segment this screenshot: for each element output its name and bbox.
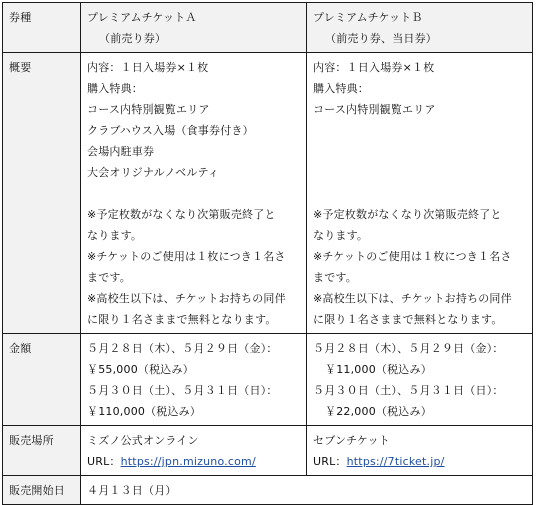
ticket-info-table xyxy=(2,2,533,505)
overview-b-line xyxy=(313,120,526,141)
overview-b-line: に限り１名さままで無料となります。 xyxy=(313,313,503,326)
sales-b-cell xyxy=(307,426,533,476)
overview-a-line: コース内特別観覧エリア xyxy=(87,103,210,116)
overview-b-line xyxy=(313,183,526,204)
price-a-dates-weekend: ５月３０日（土）、５月３１日（日）： xyxy=(87,384,278,397)
ticket-a-header-cell xyxy=(81,3,307,53)
overview-a-line: クラブハウス入場（食事券付き） xyxy=(87,124,254,137)
sales-a-url-line xyxy=(87,451,300,472)
header-label: 券種 xyxy=(9,11,32,24)
overview-b-line: なります。 xyxy=(313,229,369,242)
overview-label: 概要 xyxy=(9,61,32,74)
start-date: ４月１３日（月） xyxy=(87,484,177,497)
overview-a-line: ※チケットのご使用は１枚につき１名さ xyxy=(87,250,286,263)
overview-a-line: 内容：１日入場券×１枚 xyxy=(87,61,209,74)
price-b-cell xyxy=(307,334,533,426)
overview-b-line: 内容：１日入場券×１枚 xyxy=(313,61,435,74)
ticket-b-header-cell xyxy=(307,3,533,53)
overview-b-line: まです。 xyxy=(313,271,357,284)
start-row xyxy=(3,476,533,505)
overview-a-line: まです。 xyxy=(87,271,131,284)
price-row xyxy=(3,334,533,426)
price-label: 金額 xyxy=(9,342,32,355)
overview-b-line: ※予定枚数がなくなり次第販売終了と xyxy=(313,208,502,221)
overview-b-line xyxy=(313,162,526,183)
sales-label: 販売場所 xyxy=(9,434,54,447)
overview-b-cell xyxy=(307,53,533,334)
overview-b-line: ※高校生以下は、チケットお持ちの同伴 xyxy=(313,292,512,305)
overview-a-cell xyxy=(81,53,307,334)
price-b-dates-weekday: ５月２８日（木）、５月２９日（金）： xyxy=(313,342,504,355)
overview-label-cell xyxy=(3,53,81,334)
sales-row xyxy=(3,426,533,476)
sales-b-shop: セブンチケット xyxy=(313,434,390,447)
ticket-a-note: （前売り券） xyxy=(99,32,167,45)
overview-b-line xyxy=(313,141,526,162)
sales-a-cell xyxy=(81,426,307,476)
header-label-cell xyxy=(3,3,81,53)
price-b-dates-weekend: ５月３０日（土）、５月３１日（日）： xyxy=(313,384,504,397)
header-row xyxy=(3,3,533,53)
price-a-dates-weekday: ５月２８日（木）、５月２９日（金）： xyxy=(87,342,278,355)
overview-b-line: コース内特別観覧エリア xyxy=(313,103,436,116)
price-a-amount-weekday: ￥55,000（税込み） xyxy=(87,363,194,376)
seven-ticket-url-link[interactable]: https://7ticket.jp/ xyxy=(346,455,445,468)
start-date-cell xyxy=(81,476,533,505)
price-a-cell xyxy=(81,334,307,426)
start-label-cell xyxy=(3,476,81,505)
price-b-amount-weekday: ￥11,000（税込み） xyxy=(325,363,432,376)
overview-a-line: ※予定枚数がなくなり次第販売終了と xyxy=(87,208,276,221)
overview-a-line xyxy=(87,183,300,204)
overview-a-line: 購入特典： xyxy=(87,82,143,95)
overview-b-line: 購入特典： xyxy=(313,82,369,95)
overview-a-line: に限り１名さままで無料となります。 xyxy=(87,313,277,326)
sales-b-url-line xyxy=(313,451,526,472)
overview-a-line: ※高校生以下は、チケットお持ちの同伴 xyxy=(87,292,286,305)
ticket-b-note: （前売り券、当日券） xyxy=(325,32,437,45)
start-label: 販売開始日 xyxy=(9,484,65,497)
ticket-a-name: プレミアムチケットＡ xyxy=(87,11,197,24)
overview-row xyxy=(3,53,533,334)
price-a-amount-weekend: ￥110,000（税込み） xyxy=(87,405,202,418)
ticket-b-name: プレミアムチケットＢ xyxy=(313,11,423,24)
mizuno-url-link[interactable]: https://jpn.mizuno.com/ xyxy=(120,455,256,468)
sales-b-url-prefix: URL： xyxy=(313,455,347,468)
price-label-cell xyxy=(3,334,81,426)
sales-a-shop: ミズノ公式オンライン xyxy=(87,434,199,447)
overview-a-line: なります。 xyxy=(87,229,143,242)
overview-a-line: 大会オリジナルノベルティ xyxy=(87,166,220,179)
overview-b-line: ※チケットのご使用は１枚につき１名さ xyxy=(313,250,512,263)
sales-a-url-prefix: URL： xyxy=(87,455,121,468)
price-b-amount-weekend: ￥22,000（税込み） xyxy=(325,405,432,418)
overview-a-line: 会場内駐車券 xyxy=(87,145,155,158)
sales-label-cell xyxy=(3,426,81,476)
